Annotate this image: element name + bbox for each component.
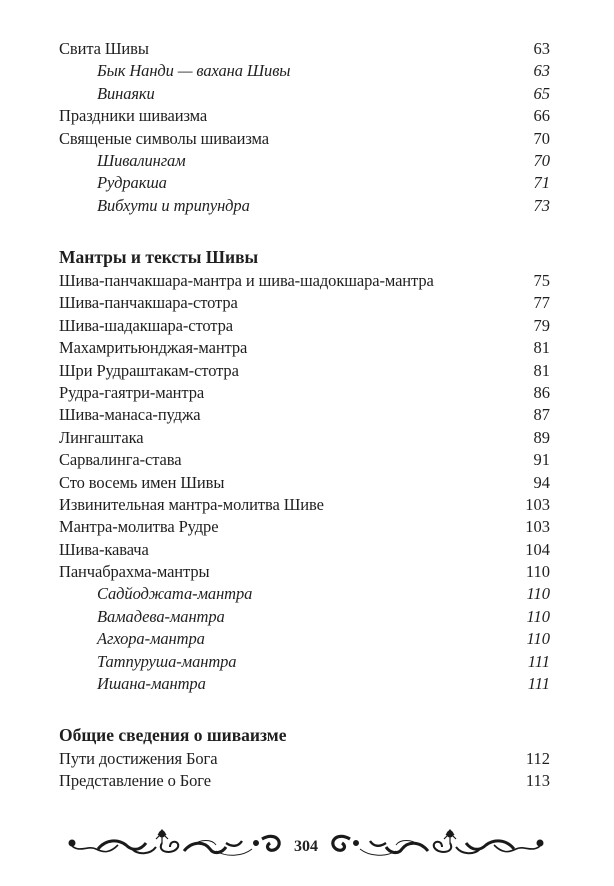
toc-entry-page: 63	[533, 61, 550, 81]
dot-leader	[435, 285, 533, 286]
toc-entry-title: Извинительная мантра-молитва Шиве	[59, 494, 324, 514]
toc-entry[interactable]	[59, 382, 550, 404]
toc-entry[interactable]	[59, 105, 550, 127]
toc-entry-page: 111	[527, 651, 550, 671]
dot-leader	[211, 576, 525, 577]
toc-entry-title: Шива-шадакшара-стотра	[59, 315, 233, 335]
toc-section-general-info	[59, 702, 550, 793]
toc-entry-page: 104	[525, 539, 550, 559]
toc-entry-page: 81	[533, 338, 550, 358]
toc-entry[interactable]	[59, 472, 550, 494]
toc-subentry[interactable]	[59, 60, 550, 82]
dot-leader	[187, 165, 533, 166]
toc-entry-page: 75	[533, 271, 550, 290]
dot-leader	[291, 75, 532, 76]
dot-leader	[226, 621, 526, 622]
toc-entry[interactable]	[59, 38, 550, 60]
dot-leader	[240, 375, 533, 376]
toc-entry-title: Махамритьюнджая-мантра	[59, 338, 248, 358]
toc-entry[interactable]	[59, 427, 550, 449]
toc-entry[interactable]	[59, 748, 550, 770]
toc-entry[interactable]	[59, 270, 550, 292]
toc-entry-page: 111	[527, 674, 550, 694]
toc-entry-page: 94	[533, 472, 550, 492]
toc-entry-title: Рудракша	[97, 173, 167, 193]
toc-entry-page: 77	[533, 293, 550, 313]
toc-entry-title: Бык Нанди — вахана Шивы	[97, 61, 291, 81]
dot-leader	[150, 53, 533, 54]
toc-entry-title: Представление о Боге	[59, 771, 211, 791]
dot-leader	[207, 688, 527, 689]
dot-leader	[253, 598, 525, 599]
toc-subentry[interactable]	[59, 606, 550, 628]
toc-entry[interactable]	[59, 315, 550, 337]
dot-leader	[225, 487, 532, 488]
toc-entry-page: 87	[533, 405, 550, 425]
section-heading: Мантры и тексты Шивы	[59, 247, 259, 267]
dot-leader	[239, 307, 533, 308]
dot-leader	[248, 352, 532, 353]
dot-leader	[218, 763, 524, 764]
dot-leader	[182, 464, 532, 465]
toc-entry[interactable]	[59, 404, 550, 426]
dot-leader	[212, 785, 525, 786]
toc-subentry[interactable]	[59, 583, 550, 605]
toc-entry[interactable]	[59, 516, 550, 538]
toc-entry[interactable]	[59, 449, 550, 471]
dot-leader	[144, 442, 532, 443]
toc-entry-page: 63	[533, 39, 550, 58]
toc-entry-page: 79	[533, 315, 550, 335]
dot-leader	[270, 143, 532, 144]
toc-entry-title: Шива-кавача	[59, 539, 149, 559]
toc-entry[interactable]	[59, 128, 550, 150]
toc-entry-page: 110	[526, 606, 550, 626]
toc-subentry[interactable]	[59, 628, 550, 650]
toc-entry-title: Агхора-мантра	[97, 629, 205, 649]
toc-entry-title: Вамадева-мантра	[97, 606, 225, 626]
dot-leader	[234, 330, 533, 331]
toc-entry-page: 73	[533, 195, 550, 215]
dot-leader	[237, 666, 526, 667]
toc-entry-page: 91	[533, 450, 550, 470]
toc-entry-page: 110	[526, 584, 550, 604]
page-number: 304	[294, 838, 318, 855]
toc-entry-title: Праздники шиваизма	[59, 106, 208, 126]
toc-entry[interactable]	[59, 337, 550, 359]
dot-leader	[219, 531, 524, 532]
toc-entry[interactable]	[59, 360, 550, 382]
toc-entry-page: 110	[525, 562, 550, 582]
toc-subentry[interactable]	[59, 651, 550, 673]
dot-leader	[325, 509, 524, 510]
toc-entry[interactable]	[59, 770, 550, 792]
toc-entry-title: Вибхути и трипундра	[97, 195, 250, 215]
toc-entry-title: Сарвалинга-става	[59, 450, 182, 470]
section-heading: Общие сведения о шиваизме	[59, 725, 287, 745]
toc-entry-page: 112	[525, 749, 550, 768]
toc-entry-title: Татпуруша-мантра	[97, 651, 237, 671]
toc-entry-page: 66	[533, 106, 550, 126]
dot-leader	[251, 210, 533, 211]
dot-leader	[208, 120, 532, 121]
toc-entry[interactable]	[59, 561, 550, 583]
toc-entry-title: Шива-панчакшара-стотра	[59, 293, 238, 313]
toc-entry-page: 70	[533, 128, 550, 148]
toc-entry-title: Лингаштака	[59, 427, 144, 447]
toc-subentry[interactable]	[59, 195, 550, 217]
toc-subentry[interactable]	[59, 83, 550, 105]
toc-entry-title: Панчабрахма-мантры	[59, 562, 210, 582]
toc-entry-page: 70	[533, 150, 550, 170]
page-footer	[56, 826, 556, 862]
toc-entry[interactable]	[59, 494, 550, 516]
dot-leader	[168, 187, 533, 188]
toc-entry-page: 65	[533, 83, 550, 103]
toc-entry-page: 89	[533, 427, 550, 447]
toc-entry-title: Рудра-гаятри-мантра	[59, 382, 205, 402]
dot-leader	[205, 397, 532, 398]
floral-ornament-left-icon	[66, 829, 284, 859]
toc-entry-title: Винаяки	[97, 83, 155, 103]
toc-subentry[interactable]	[59, 150, 550, 172]
toc-entry-title: Шива-панчакшара-мантра и шива-шадокшара-мантра	[59, 271, 434, 290]
toc-subentry[interactable]	[59, 172, 550, 194]
toc-entry-title: Садйоджата-мантра	[97, 584, 253, 604]
toc-entry-title: Шри Рудраштакам-стотра	[59, 360, 239, 380]
toc-entry[interactable]	[59, 292, 550, 314]
toc-entry-title: Ишана-мантра	[97, 674, 206, 694]
toc-entry-page: 113	[525, 771, 550, 791]
toc-entry-title: Шива-манаса-пуджа	[59, 405, 201, 425]
toc-entry-page: 103	[525, 494, 550, 514]
toc-entry-page: 71	[533, 173, 550, 193]
dot-leader	[201, 419, 532, 420]
dot-leader	[156, 98, 533, 99]
toc-entry-title: Священые символы шиваизма	[59, 128, 270, 148]
toc-entry-title: Шивалингам	[97, 150, 186, 170]
toc-subentry[interactable]	[59, 673, 550, 695]
toc-entry-title: Свита Шивы	[59, 39, 149, 58]
toc-entry[interactable]	[59, 539, 550, 561]
toc-entry-page: 81	[533, 360, 550, 380]
toc-entry-page: 103	[525, 517, 550, 537]
dot-leader	[206, 643, 526, 644]
dot-leader	[150, 554, 525, 555]
toc-section-mantras	[59, 224, 550, 695]
toc-entry-title: Сто восемь имен Шивы	[59, 472, 225, 492]
toc-entry-title: Мантра-молитва Рудре	[59, 517, 219, 537]
toc-entry-title: Пути достижения Бога	[59, 749, 218, 768]
floral-ornament-right-icon	[328, 829, 546, 859]
toc-section-continuation	[59, 38, 550, 217]
toc-entry-page: 86	[533, 382, 550, 402]
toc-entry-page: 110	[526, 629, 550, 649]
